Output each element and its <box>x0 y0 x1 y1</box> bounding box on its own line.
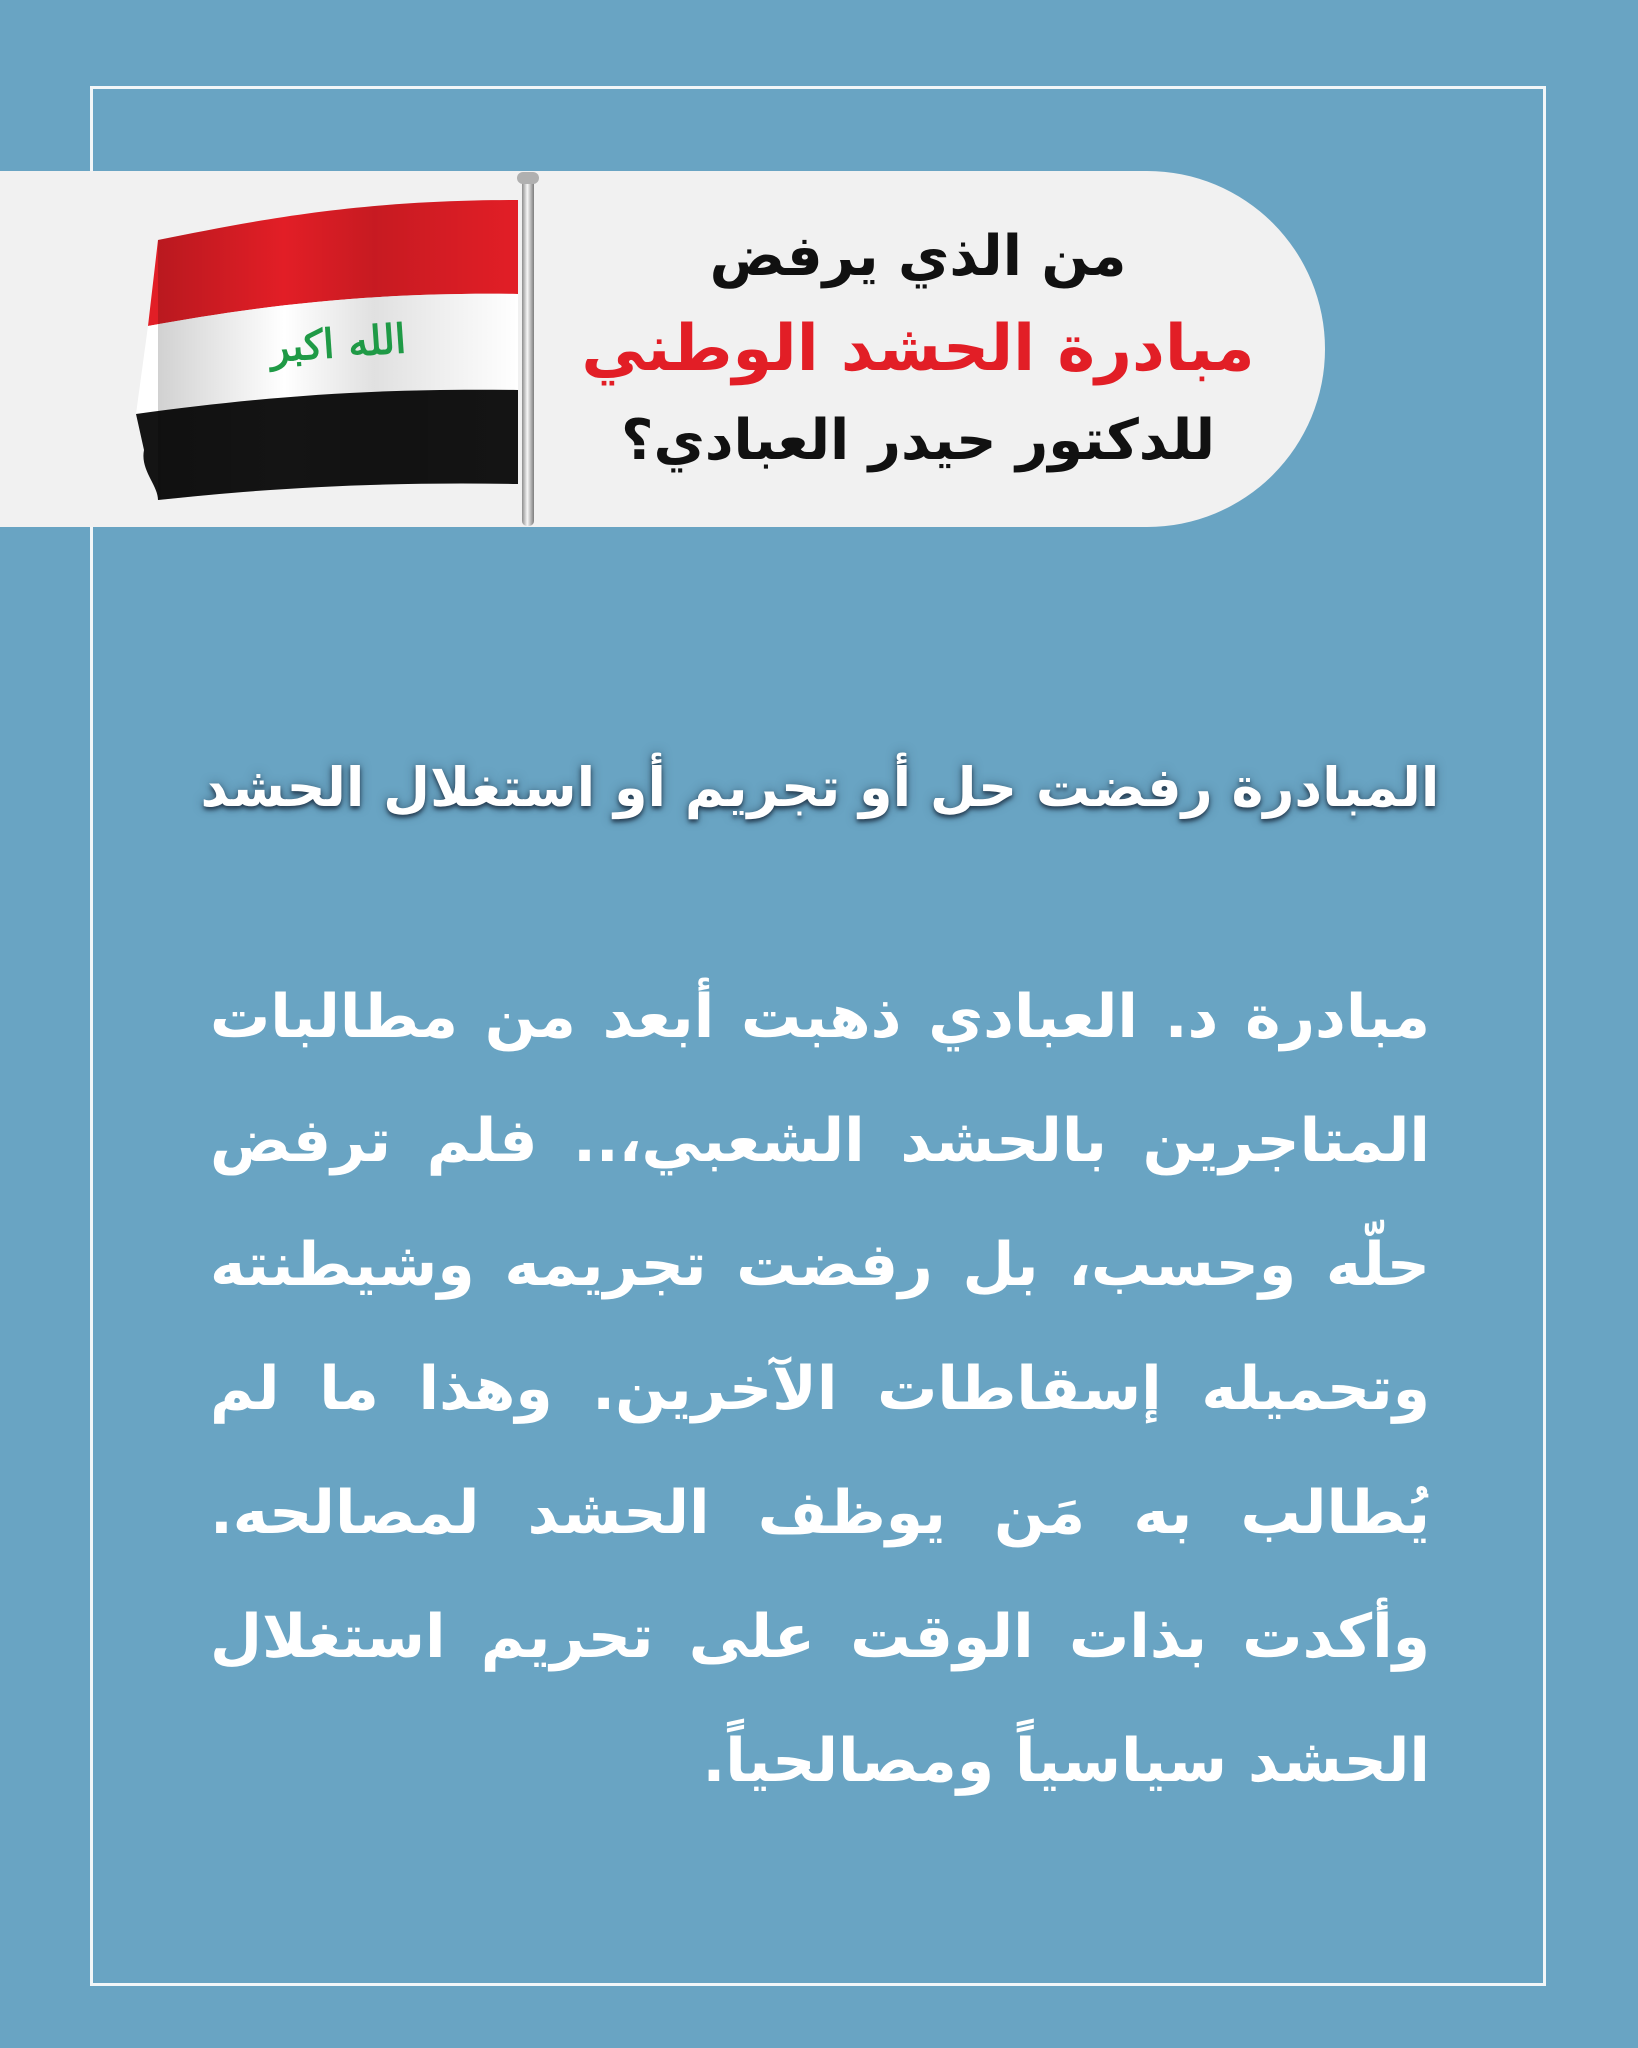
body-paragraph: مبادرة د. العبادي ذهبت أبعد من مطالبات المتاجرين بالحشد الشعبي،.. فلم ترفض حلّه وحسب، بل رفضت تجريمه وشيطنته وتحميله إسقاطات الآخرين. وهذا ما لم يُطالب به مَن يوظف الحشد لمصالحه. وأكدت بذات الوقت على تحريم استغلال الحشد سياسياً ومصالحياً. <box>210 982 1430 1796</box>
header-line-3: للدكتور حيدر العبادي؟ <box>620 408 1216 473</box>
iraq-flag <box>118 172 558 528</box>
flag-pole <box>522 174 534 526</box>
header-title <box>558 171 1278 527</box>
header-line-1: من الذي يرفض <box>709 224 1127 289</box>
header-line-2: مبادرة الحشد الوطني <box>581 312 1255 386</box>
subtitle: المبادرة رفضت حل أو تجريم أو استغلال الحشد <box>200 756 1440 819</box>
flag-inscription: الله اكبر <box>268 315 408 372</box>
flag-pole-cap <box>517 172 539 184</box>
